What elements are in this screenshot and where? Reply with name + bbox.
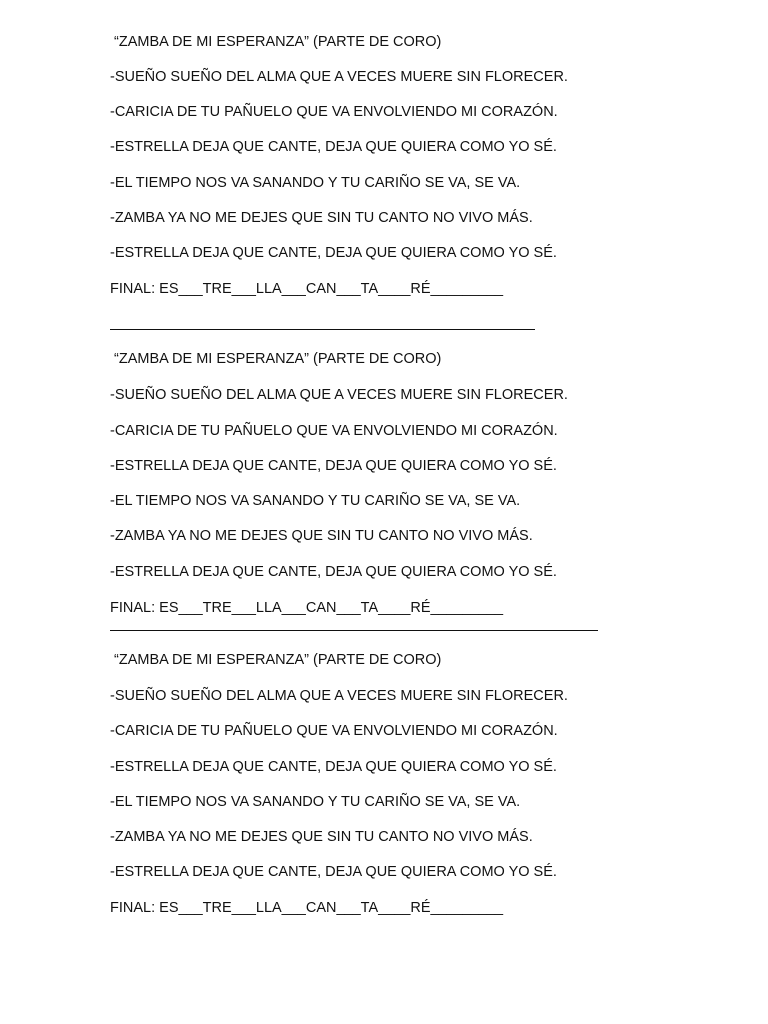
block-3-line-1: -SUEÑO SUEÑO DEL ALMA QUE A VECES MUERE SIN FLORECER. <box>110 688 568 704</box>
block-2-line-1: -SUEÑO SUEÑO DEL ALMA QUE A VECES MUERE SIN FLORECER. <box>110 387 568 403</box>
separator-line-2 <box>110 630 598 631</box>
block-3-line-2: -CARICIA DE TU PAÑUELO QUE VA ENVOLVIENDO MI CORAZÓN. <box>110 723 558 739</box>
block-2-line-6: -ESTRELLA DEJA QUE CANTE, DEJA QUE QUIERA COMO YO SÉ. <box>110 564 557 580</box>
block-3-final: FINAL: ES___TRE___LLA___CAN___TA____RÉ_________ <box>110 900 504 916</box>
block-1-line-4: -EL TIEMPO NOS VA SANANDO Y TU CARIÑO SE VA, SE VA. <box>110 175 521 191</box>
block-2-final: FINAL: ES___TRE___LLA___CAN___TA____RÉ_________ <box>110 600 504 616</box>
block-2-line-2: -CARICIA DE TU PAÑUELO QUE VA ENVOLVIENDO MI CORAZÓN. <box>110 423 558 439</box>
block-3-line-6: -ESTRELLA DEJA QUE CANTE, DEJA QUE QUIERA COMO YO SÉ. <box>110 864 557 880</box>
block-1-title: “ZAMBA DE MI ESPERANZA” (PARTE DE CORO) <box>110 34 442 50</box>
separator-line-1 <box>110 329 535 330</box>
block-1-line-3: -ESTRELLA DEJA QUE CANTE, DEJA QUE QUIERA COMO YO SÉ. <box>110 139 557 155</box>
block-1-line-1: -SUEÑO SUEÑO DEL ALMA QUE A VECES MUERE SIN FLORECER. <box>110 69 568 85</box>
block-2-line-5: -ZAMBA YA NO ME DEJES QUE SIN TU CANTO NO VIVO MÁS. <box>110 528 533 544</box>
block-2-line-4: -EL TIEMPO NOS VA SANANDO Y TU CARIÑO SE VA, SE VA. <box>110 493 521 509</box>
block-2-title: “ZAMBA DE MI ESPERANZA” (PARTE DE CORO) <box>110 351 442 367</box>
block-3-title: “ZAMBA DE MI ESPERANZA” (PARTE DE CORO) <box>110 652 442 668</box>
block-2-line-3: -ESTRELLA DEJA QUE CANTE, DEJA QUE QUIERA COMO YO SÉ. <box>110 458 557 474</box>
block-3-line-3: -ESTRELLA DEJA QUE CANTE, DEJA QUE QUIERA COMO YO SÉ. <box>110 759 557 775</box>
block-1-line-2: -CARICIA DE TU PAÑUELO QUE VA ENVOLVIENDO MI CORAZÓN. <box>110 104 558 120</box>
block-1-line-5: -ZAMBA YA NO ME DEJES QUE SIN TU CANTO NO VIVO MÁS. <box>110 210 533 226</box>
block-3-line-5: -ZAMBA YA NO ME DEJES QUE SIN TU CANTO NO VIVO MÁS. <box>110 829 533 845</box>
block-1-final: FINAL: ES___TRE___LLA___CAN___TA____RÉ_________ <box>110 281 504 297</box>
block-1-line-6: -ESTRELLA DEJA QUE CANTE, DEJA QUE QUIERA COMO YO SÉ. <box>110 245 557 261</box>
block-3-line-4: -EL TIEMPO NOS VA SANANDO Y TU CARIÑO SE VA, SE VA. <box>110 794 521 810</box>
